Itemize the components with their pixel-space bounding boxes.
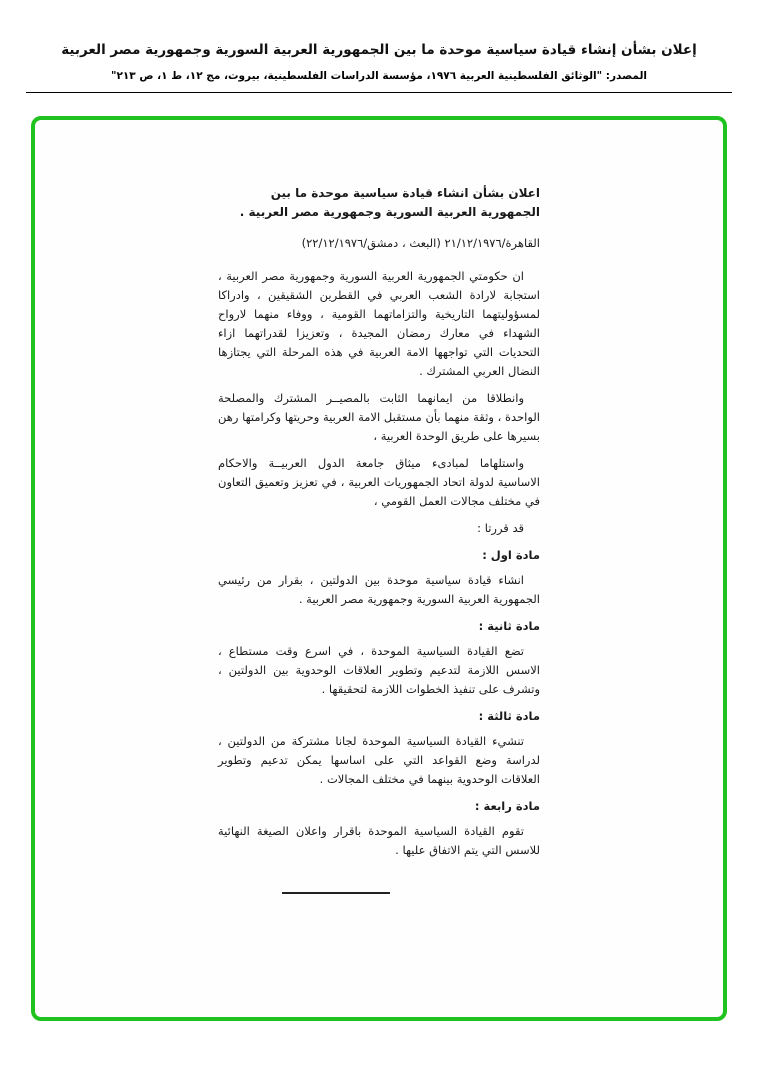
source-line: المصدر: "الوثائق الفلسطينية العربية ١٩٧٦، مؤسسة الدراسات الفلسطينية، بيروت، مج ١٢، ط ١، ص ٢١٣"	[110, 70, 647, 83]
closing-rule	[282, 892, 390, 894]
document-blocks	[218, 184, 540, 860]
article-heading: مادة ثانية :	[478, 619, 540, 633]
document-paragraph: وانطلاقا من ايمانهما الثابت بالمصيــر المشترك والمصلحة الواحدة ، وثقة منهما بأن مستقبل الامة العربية وحريتها وكرامتها رهن بسيرها على طريق الوحدة العربية ،	[218, 391, 540, 443]
document-title: اعلان بشأن انشاء قيادة سياسية موحدة ما بين الجمهورية العربية السورية وجمهورية مصر العربية .	[239, 186, 540, 219]
header-divider	[26, 92, 732, 93]
page-title: إعلان بشأن إنشاء قيادة سياسية موحدة ما بين الجمهورية العربية السورية وجمهورية مصر العربية	[61, 42, 697, 58]
document-paragraph: تضع القيادة السياسية الموحدة ، في اسرع وقت مستطاع ، الاسس اللازمة لتدعيم وتطوير العلاقات الوحدوية بين الدولتين ، وتشرف على تنفيذ الخطوات اللازمة لتحقيقها .	[218, 644, 540, 696]
document-dateline: القاهرة/٢١/١٢/١٩٧٦ (البعث ، دمشق/٢٢/١٢/١٩٧٦)	[301, 236, 540, 250]
document-paragraph: واستلهاما لمبادىء ميثاق جامعة الدول العربيــة والاحكام الاساسية لدولة اتحاد الجمهوريات العربية ، في تعزيز وتعميق التعاون في مختلف مجالات العمل القومي ،	[218, 456, 540, 508]
article-heading: مادة ثالثة :	[478, 709, 540, 723]
article-heading: مادة اول :	[482, 548, 540, 562]
article-heading: مادة رابعة :	[474, 799, 540, 813]
document-paragraph: ان حكومتي الجمهورية العربية السورية وجمهورية مصر العربية ، استجابة لارادة الشعب العربي في القطرين الشقيقين ، وادراكا لمسؤوليتهما التاريخية والتزاماتهما القومية ، ووفاء منهما لارواح الشهداء في معارك رمضان المجيدة ، وتعزيزا لقدراتهما ازاء التحديات التي تواجهها الامة العربية في هذه المرحلة التي يجتازها النضال العربي المشترك .	[218, 269, 540, 378]
document-paragraph: قد قررتا :	[477, 521, 524, 535]
document-paragraph: تقوم القيادة السياسية الموحدة باقرار واعلان الصيغة النهائية للاسس التي يتم الاتفاق عليها .	[218, 824, 540, 857]
page-header	[0, 0, 758, 93]
document-frame	[31, 116, 727, 1021]
document-paragraph: انشاء قيادة سياسية موحدة بين الدولتين ، بقرار من رئيسي الجمهورية العربية السورية وجمهورية مصر العربية .	[218, 573, 540, 606]
document-paragraph: تنشيء القيادة السياسية الموحدة لجانا مشتركة من الدولتين ، لدراسة وضع القواعد التي على اساسها يمكن تدعيم وتطوير العلاقات الوحدوية بينهما في مختلف المجالات .	[218, 734, 540, 786]
